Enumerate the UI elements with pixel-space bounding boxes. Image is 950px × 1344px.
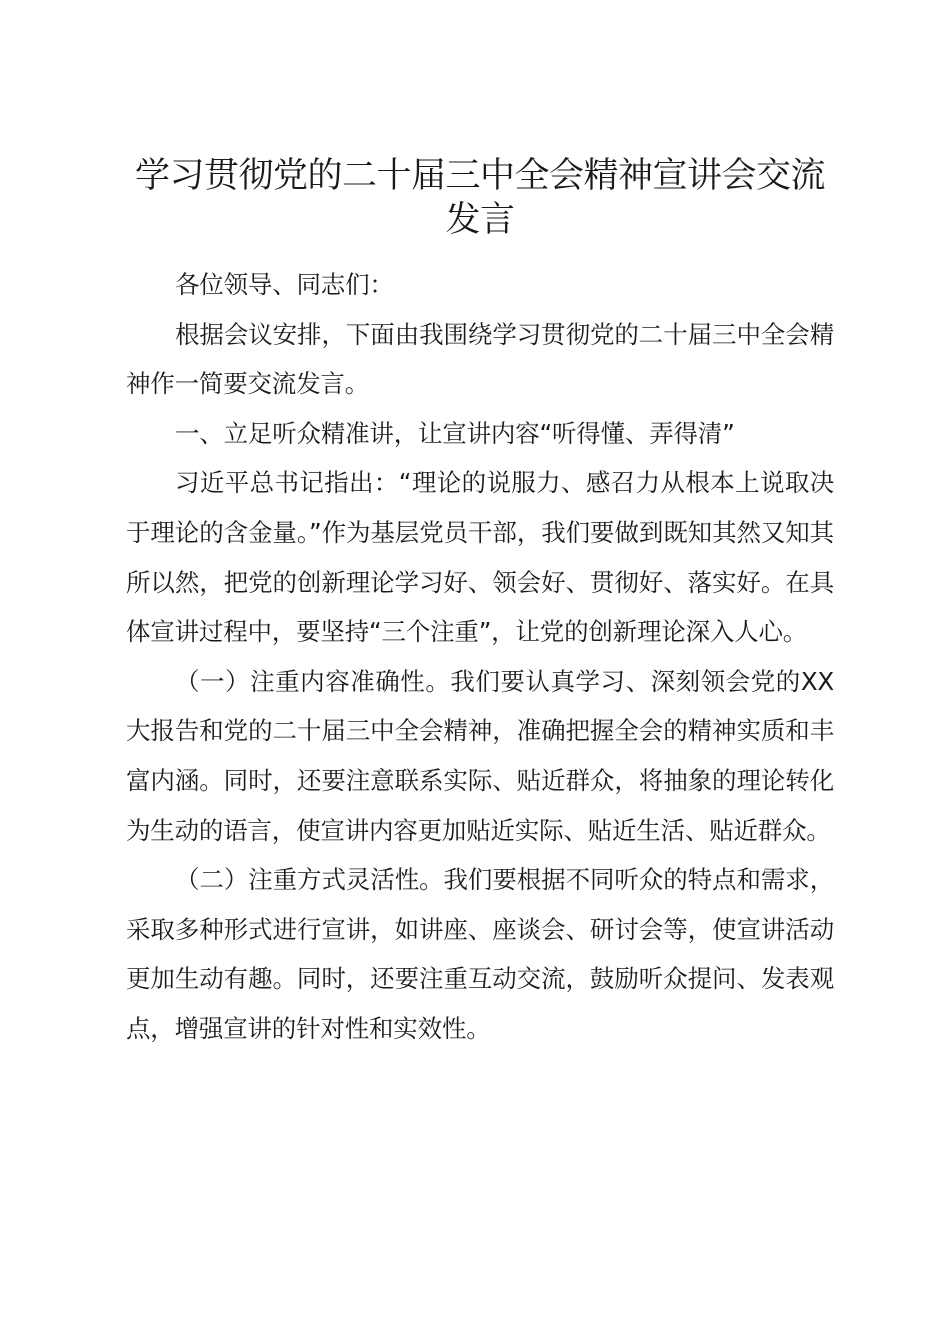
paragraph-quote: 习近平总书记指出：“理论的说服力、感召力从根本上说取决于理论的含金量。”作为基层党员干部，我们要做到既知其然又知其所以然，把党的创新理论学习好、领会好、贯彻好、落实好。在具体宣讲过程中，要坚持“三个注重”，让党的创新理论深入人心。: [126, 468, 834, 647]
paragraph-point-1: （一）注重内容准确性。我们要认真学习、深刻领会党的XX大报告和党的二十届三中全会精神，准确把握全会的精神实质和丰富内涵。同时，还要注意联系实际、贴近群众，将抽象的理论转化为生动的语言，使宣讲内容更加贴近实际、贴近生活、贴近群众。: [126, 666, 834, 845]
paragraph-intro: 根据会议安排，下面由我围绕学习贯彻党的二十届三中全会精神作一简要交流发言。: [126, 319, 834, 399]
salutation: 各位领导、同志们：: [175, 270, 394, 299]
document-page: [126, 154, 834, 1054]
section-heading-1: 一、立足听众精准讲，让宣讲内容“听得懂、弄得清”: [175, 418, 735, 448]
document-title: 学习贯彻党的二十届三中全会精神宣讲会交流发言: [134, 156, 825, 240]
paragraph-point-2: （二）注重方式灵活性。我们要根据不同听众的特点和需求，采取多种形式进行宣讲，如讲座、座谈会、研讨会等，使宣讲活动更加生动有趣。同时，还要注重互动交流，鼓励听众提问、发表观点，增强宣讲的针对性和实效性。: [126, 865, 834, 1043]
